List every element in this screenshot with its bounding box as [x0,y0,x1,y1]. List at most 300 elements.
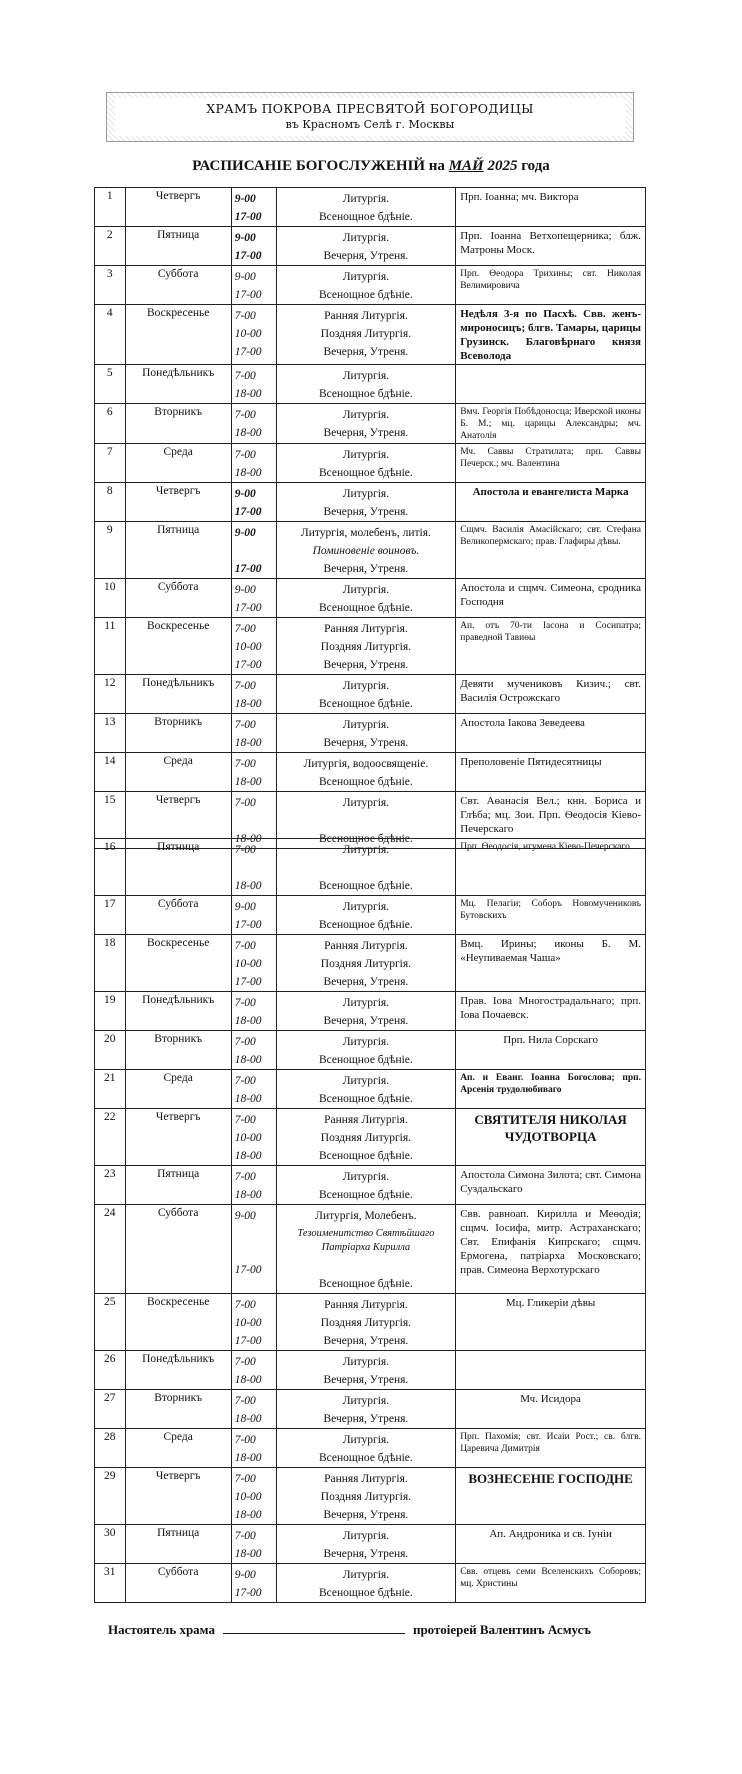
schedule-row [95,753,646,792]
services [276,935,456,992]
service-time: 9-00 [234,232,256,244]
service-times [231,1525,276,1564]
service-times [231,1205,276,1294]
service-time: 7-00 [234,680,256,692]
service-times [231,1429,276,1468]
service-name: Литургія. [342,1075,390,1087]
saint-of-day [456,365,646,404]
day-number: 12 [95,675,126,714]
service-time: 9-00 [234,584,256,596]
service-times [231,992,276,1031]
weekday: Воскресенье [125,618,231,675]
service-name: Литургія. [342,901,390,913]
weekday: Воскресенье [125,305,231,365]
service-time: 9-00 [234,527,256,539]
service-time: 17-00 [234,1335,262,1347]
weekday: Пятница [125,1166,231,1205]
services [276,753,456,792]
day-number: 14 [95,753,126,792]
schedule-row [95,1390,646,1429]
weekday: Воскресенье [125,935,231,992]
schedule-title-prefix: РАСПИСАНІЕ БОГОСЛУЖЕНІЙ на [192,158,445,174]
weekday: Суббота [125,896,231,935]
service-name: Всенощное бдѣніе. [319,467,413,479]
signature-label: Настоятель храма [108,1622,215,1637]
service-time: 7-00 [234,997,256,1009]
saint-text: Ап. Андроника и св. Іуніи [489,1528,612,1540]
service-time: 18-00 [234,737,262,749]
saint-of-day [456,483,646,522]
service-times [231,365,276,404]
day-number: 20 [95,1031,126,1070]
service-name: Вечерня, Утреня. [323,1374,409,1386]
saint-text: Свв. отцевъ семи Вселенскихъ Соборовъ; мц. Христины [460,1567,641,1589]
saint-text: Мц. Гликеріи дѣвы [505,1297,596,1309]
service-time: 18-00 [234,880,262,892]
saint-of-day [456,618,646,675]
service-name: Поздняя Литургія. [320,1132,412,1144]
weekday: Среда [125,753,231,792]
saint-of-day [456,1564,646,1603]
service-time: 18-00 [234,1093,262,1105]
header-box [115,98,625,136]
service-name: Вечерня, Утреня. [323,659,409,671]
services [276,1205,456,1294]
schedule-row [95,522,646,579]
service-time: 9-00 [234,271,256,283]
saint-text: Прп. Ѳеодосія, игумена Кіево-Печерскаго [460,842,630,852]
services [276,1468,456,1525]
day-number: 26 [95,1351,126,1390]
day-number: 5 [95,365,126,404]
weekday: Пятница [125,522,231,579]
schedule-title-suffix: года [521,158,550,174]
service-time [235,859,276,877]
saint-text: Апостола Симона Зилота; свт. Симона Суздальскаго [460,1169,641,1195]
service-time: 9-00 [234,1569,256,1581]
saint-of-day [456,896,646,935]
service-time: 17-00 [234,346,262,358]
saint-text: Прп. Пахомія; свт. Исаіи Рост.; св. блгв. Царевича Димитрія [460,1432,641,1454]
schedule-table-1 [94,187,646,849]
service-name: Поздняя Литургія. [320,958,412,970]
service-time: 7-00 [234,1395,256,1407]
services [276,1525,456,1564]
service-time: 18-00 [234,467,262,479]
weekday: Пятница [125,1525,231,1564]
weekday: Суббота [125,1564,231,1603]
service-times [231,1109,276,1166]
schedule-row [95,1070,646,1109]
schedule-row [95,935,646,992]
day-number: 10 [95,579,126,618]
service-name: Всенощное бдѣніе. [319,698,413,710]
service-name: Литургія. [342,449,390,461]
schedule-row [95,675,646,714]
saint-of-day [456,227,646,266]
service-time [235,1243,276,1261]
service-name: Ранняя Литургія. [324,1299,408,1311]
service-times [231,675,276,714]
service-time: 18-00 [234,1413,262,1425]
saint-text: Девяти мучениковъ Кизич.; свт. Василія Острожскаго [460,678,641,704]
day-number: 7 [95,444,126,483]
service-name: Вечерня, Утреня. [323,1548,409,1560]
saint-text: Свт. Аѳанасія Вел.; кнн. Бориса и Глѣба; мц. Зои. Прп. Ѳеодосія Кіево-Печерскаго [460,795,641,835]
service-name: Всенощное бдѣніе. [319,1587,413,1599]
saint-of-day [456,1031,646,1070]
schedule-row [95,188,646,227]
service-name: Литургія. [342,193,390,205]
service-time: 18-00 [234,776,262,788]
service-name: Вечерня, Утреня. [323,506,409,518]
schedule-row [95,1205,646,1294]
service-time: 17-00 [234,250,262,262]
weekday: Среда [125,1429,231,1468]
service-times [231,266,276,305]
service-times [231,1468,276,1525]
service-name: Литургія. [342,719,390,731]
saint-text: Ап. отъ 70-ти Іасона и Сосипатра; праведной Тавиѳы [460,621,641,643]
day-number: 13 [95,714,126,753]
schedule-row [95,1294,646,1351]
saint-of-day [456,1070,646,1109]
saint-text: Апостола и евангелиста Марка [472,486,629,498]
service-times [231,839,276,896]
service-times [231,483,276,522]
weekday: Понедѣльникъ [125,365,231,404]
service-times [231,1564,276,1603]
service-time: 17-00 [234,211,262,223]
service-name: Литургія. [342,1434,390,1446]
service-name: Вечерня, Утреня. [323,250,409,262]
saint-of-day [456,522,646,579]
day-number: 29 [95,1468,126,1525]
service-time: 10-00 [234,1132,262,1144]
saint-of-day [456,188,646,227]
service-times [231,1166,276,1205]
day-number: 8 [95,483,126,522]
schedule-row [95,1429,646,1468]
service-name: Всенощное бдѣніе. [319,1189,413,1201]
schedule-row [95,1031,646,1070]
service-name: Всенощное бдѣніе. [319,1278,413,1290]
services [276,714,456,753]
signature-blank [223,1621,405,1634]
weekday: Вторникъ [125,404,231,444]
saint-of-day [456,1525,646,1564]
service-time: 17-00 [234,602,262,614]
services [276,266,456,305]
service-name: Вечерня, Утреня. [323,737,409,749]
services [276,1031,456,1070]
service-time: 9-00 [234,488,256,500]
services [276,839,456,896]
service-time: 18-00 [234,427,262,439]
service-name: Тезоименитство Святѣйшаго Патріарха Кирилла [297,1228,435,1253]
day-number: 17 [95,896,126,935]
service-name: Всенощное бдѣніе. [319,1054,413,1066]
service-name: Вечерня, Утреня. [323,346,409,358]
service-name: Поздняя Литургія. [320,1317,412,1329]
schedule-row [95,227,646,266]
saint-text: Мч. Саввы Стратилата; прп. Саввы Печерск.; мч. Валентина [460,447,641,469]
weekday: Суббота [125,579,231,618]
service-name: Литургія. [342,1036,390,1048]
service-times [231,1390,276,1429]
day-number: 4 [95,305,126,365]
service-name: Литургія. [342,232,390,244]
services [276,188,456,227]
service-name: Ранняя Литургія. [324,1114,408,1126]
service-time: 18-00 [234,1054,262,1066]
schedule-row [95,483,646,522]
signature-line [108,1621,591,1638]
saint-text: Прп. Іоанна; мч. Виктора [460,191,579,203]
service-name: Литургія, Молебенъ. [315,1210,417,1222]
service-time: 7-00 [234,1434,256,1446]
schedule-row [95,1351,646,1390]
service-time: 7-00 [234,844,256,856]
day-number: 28 [95,1429,126,1468]
saint-text: Мц. Пелагіи; Соборъ Новомучениковъ Бутовскихъ [460,899,641,921]
saint-text: Преполовеніе Пятидесятницы [460,756,602,768]
day-number: 25 [95,1294,126,1351]
weekday: Суббота [125,1205,231,1294]
weekday: Суббота [125,266,231,305]
service-name: Вечерня, Утреня. [323,976,409,988]
saint-of-day [456,1468,646,1525]
schedule-title [0,158,742,175]
day-number: 2 [95,227,126,266]
service-time: 7-00 [234,1171,256,1183]
service-time: 18-00 [234,1150,262,1162]
service-time: 18-00 [234,1548,262,1560]
day-number: 24 [95,1205,126,1294]
day-number: 6 [95,404,126,444]
schedule-year: 2025 [487,158,518,174]
service-name: Поздняя Литургія. [320,328,412,340]
schedule-row [95,896,646,935]
service-name: Вечерня, Утреня. [323,1335,409,1347]
service-name: Ранняя Литургія. [324,310,408,322]
services [276,1390,456,1429]
saint-of-day [456,753,646,792]
saint-of-day [456,992,646,1031]
weekday: Понедѣльникъ [125,1351,231,1390]
day-number: 15 [95,792,126,849]
saint-of-day [456,579,646,618]
service-name: Всенощное бдѣніе. [319,602,413,614]
saint-of-day [456,1294,646,1351]
service-name: Литургія. [342,680,390,692]
schedule-row [95,714,646,753]
service-name: Вечерня, Утреня. [323,1015,409,1027]
day-number: 3 [95,266,126,305]
service-times [231,227,276,266]
service-name: Литургія. [342,1530,390,1542]
weekday: Четвергъ [125,1109,231,1166]
schedule-row [95,579,646,618]
weekday: Среда [125,1070,231,1109]
service-name: Ранняя Литургія. [324,1473,408,1485]
service-time: 9-00 [234,193,256,205]
service-time: 18-00 [234,698,262,710]
schedule-row [95,1564,646,1603]
schedule-row [95,1525,646,1564]
weekday: Пятница [125,227,231,266]
services [276,365,456,404]
service-time: 7-00 [234,310,256,322]
weekday: Четвергъ [125,1468,231,1525]
service-times [231,1294,276,1351]
service-name: Ранняя Литургія. [324,623,408,635]
service-name [277,859,456,877]
service-time: 17-00 [234,659,262,671]
service-time: 9-00 [234,1210,256,1222]
day-number: 1 [95,188,126,227]
service-name [277,1257,456,1275]
service-time: 10-00 [234,328,262,340]
services [276,1429,456,1468]
day-number: 19 [95,992,126,1031]
weekday: Пятница [125,839,231,896]
saint-text: Вмч. Георгія Побѣдоносца; Иверской иконы Б. М.; мц. царицы Александры; мч. Анатолія [460,407,641,441]
saint-text: Сщмч. Василія Амасійскаго; свт. Стефана Великопермскаго; прав. Глафиры дѣвы. [460,525,641,547]
saint-text: Свв. равноап. Кирилла и Меѳодія; сщмч. Іосифа, митр. Астраханскаго; Свт. Епифанія Кипрскаго; сщмч. Ермогена, патріарха Московскаго; прав. Симеона Верхотурскаго [460,1208,641,1276]
service-name: Вечерня, Утреня. [323,563,409,575]
saint-text: Ап. и Еванг. Іоанна Богослова; прп. Арсенія трудолюбиваго [460,1073,641,1095]
service-name: Поздняя Литургія. [320,641,412,653]
services [276,305,456,365]
services [276,522,456,579]
service-time: 7-00 [234,1075,256,1087]
services [276,618,456,675]
saint-text: Прп. Нила Сорскаго [503,1034,598,1046]
services [276,896,456,935]
schedule-row [95,305,646,365]
service-time: 18-00 [234,1374,262,1386]
saint-of-day [456,444,646,483]
service-time: 18-00 [234,1452,262,1464]
schedule-row [95,266,646,305]
service-name: Литургія. [342,370,390,382]
service-name: Всенощное бдѣніе. [319,211,413,223]
service-time: 18-00 [234,1015,262,1027]
saint-of-day [456,675,646,714]
service-time: 18-00 [234,388,262,400]
service-times [231,935,276,992]
service-time: 17-00 [234,289,262,301]
weekday: Вторникъ [125,1031,231,1070]
service-times [231,522,276,579]
service-time: 17-00 [234,1264,262,1276]
service-name: Литургія. [342,584,390,596]
service-time: 7-00 [234,1299,256,1311]
service-name: Литургія. [342,271,390,283]
weekday: Среда [125,444,231,483]
service-name: Вечерня, Утреня. [323,1509,409,1521]
service-time: 7-00 [234,1356,256,1368]
service-name: Литургія. [342,997,390,1009]
service-name: Литургія, водоосвященіе. [303,758,429,770]
service-times [231,714,276,753]
saint-text: Прп. Іоанна Ветхопещерника; блж. Матроны Моск. [460,230,641,256]
saint-of-day [456,714,646,753]
service-name: Литургія, молебенъ, литія. [300,527,431,539]
weekday: Воскресенье [125,1294,231,1351]
service-name [277,812,456,830]
saint-of-day [456,1390,646,1429]
service-time: 18-00 [234,1189,262,1201]
day-number: 22 [95,1109,126,1166]
schedule-row [95,1166,646,1205]
saint-of-day [456,935,646,992]
service-time: 18-00 [234,1509,262,1521]
service-time: 7-00 [234,797,256,809]
saint-text: Вмц. Ирины; иконы Б. М. «Неупиваемая Чаша» [460,938,641,964]
saint-of-day [456,1109,646,1166]
weekday: Вторникъ [125,1390,231,1429]
service-time: 17-00 [234,919,262,931]
service-times [231,579,276,618]
services [276,444,456,483]
schedule-row [95,1468,646,1525]
saint-text: Мч. Исидора [520,1393,581,1405]
service-times [231,1351,276,1390]
day-number: 9 [95,522,126,579]
church-title: ХРАМЪ ПОКРОВА ПРЕСВЯТОЙ БОГОРОДИЦЫ [206,101,534,116]
saint-of-day [456,404,646,444]
schedule-row [95,1109,646,1166]
saint-text: Прп. Ѳеодора Трихины; свт. Николая Велимировича [460,269,641,291]
service-time: 7-00 [234,940,256,952]
saint-text: СВЯТИТЕЛЯ НИКОЛАЯ ЧУДОТВОРЦА [474,1112,627,1144]
saint-of-day [456,1429,646,1468]
service-time: 7-00 [234,1114,256,1126]
saint-of-day [456,1351,646,1390]
service-time: 7-00 [234,758,256,770]
service-name: Литургія. [342,844,390,856]
service-name: Литургія. [342,1569,390,1581]
service-times [231,305,276,365]
service-time: 10-00 [234,1317,262,1329]
service-name: Литургія. [342,488,390,500]
service-time: 17-00 [234,563,262,575]
service-times [231,618,276,675]
service-name: Всенощное бдѣніе. [319,919,413,931]
service-time: 7-00 [234,1530,256,1542]
services [276,1294,456,1351]
saint-of-day [456,1205,646,1294]
service-time: 9-00 [234,901,256,913]
service-time: 10-00 [234,958,262,970]
services [276,1351,456,1390]
services [276,1166,456,1205]
saint-of-day [456,266,646,305]
service-time [235,1225,276,1243]
weekday: Вторникъ [125,714,231,753]
service-time: 7-00 [234,1473,256,1485]
day-number: 18 [95,935,126,992]
service-name: Ранняя Литургія. [324,940,408,952]
saint-of-day [456,305,646,365]
service-time: 10-00 [234,1491,262,1503]
service-name: Вечерня, Утреня. [323,1413,409,1425]
services [276,579,456,618]
schedule-row [95,404,646,444]
day-number: 30 [95,1525,126,1564]
